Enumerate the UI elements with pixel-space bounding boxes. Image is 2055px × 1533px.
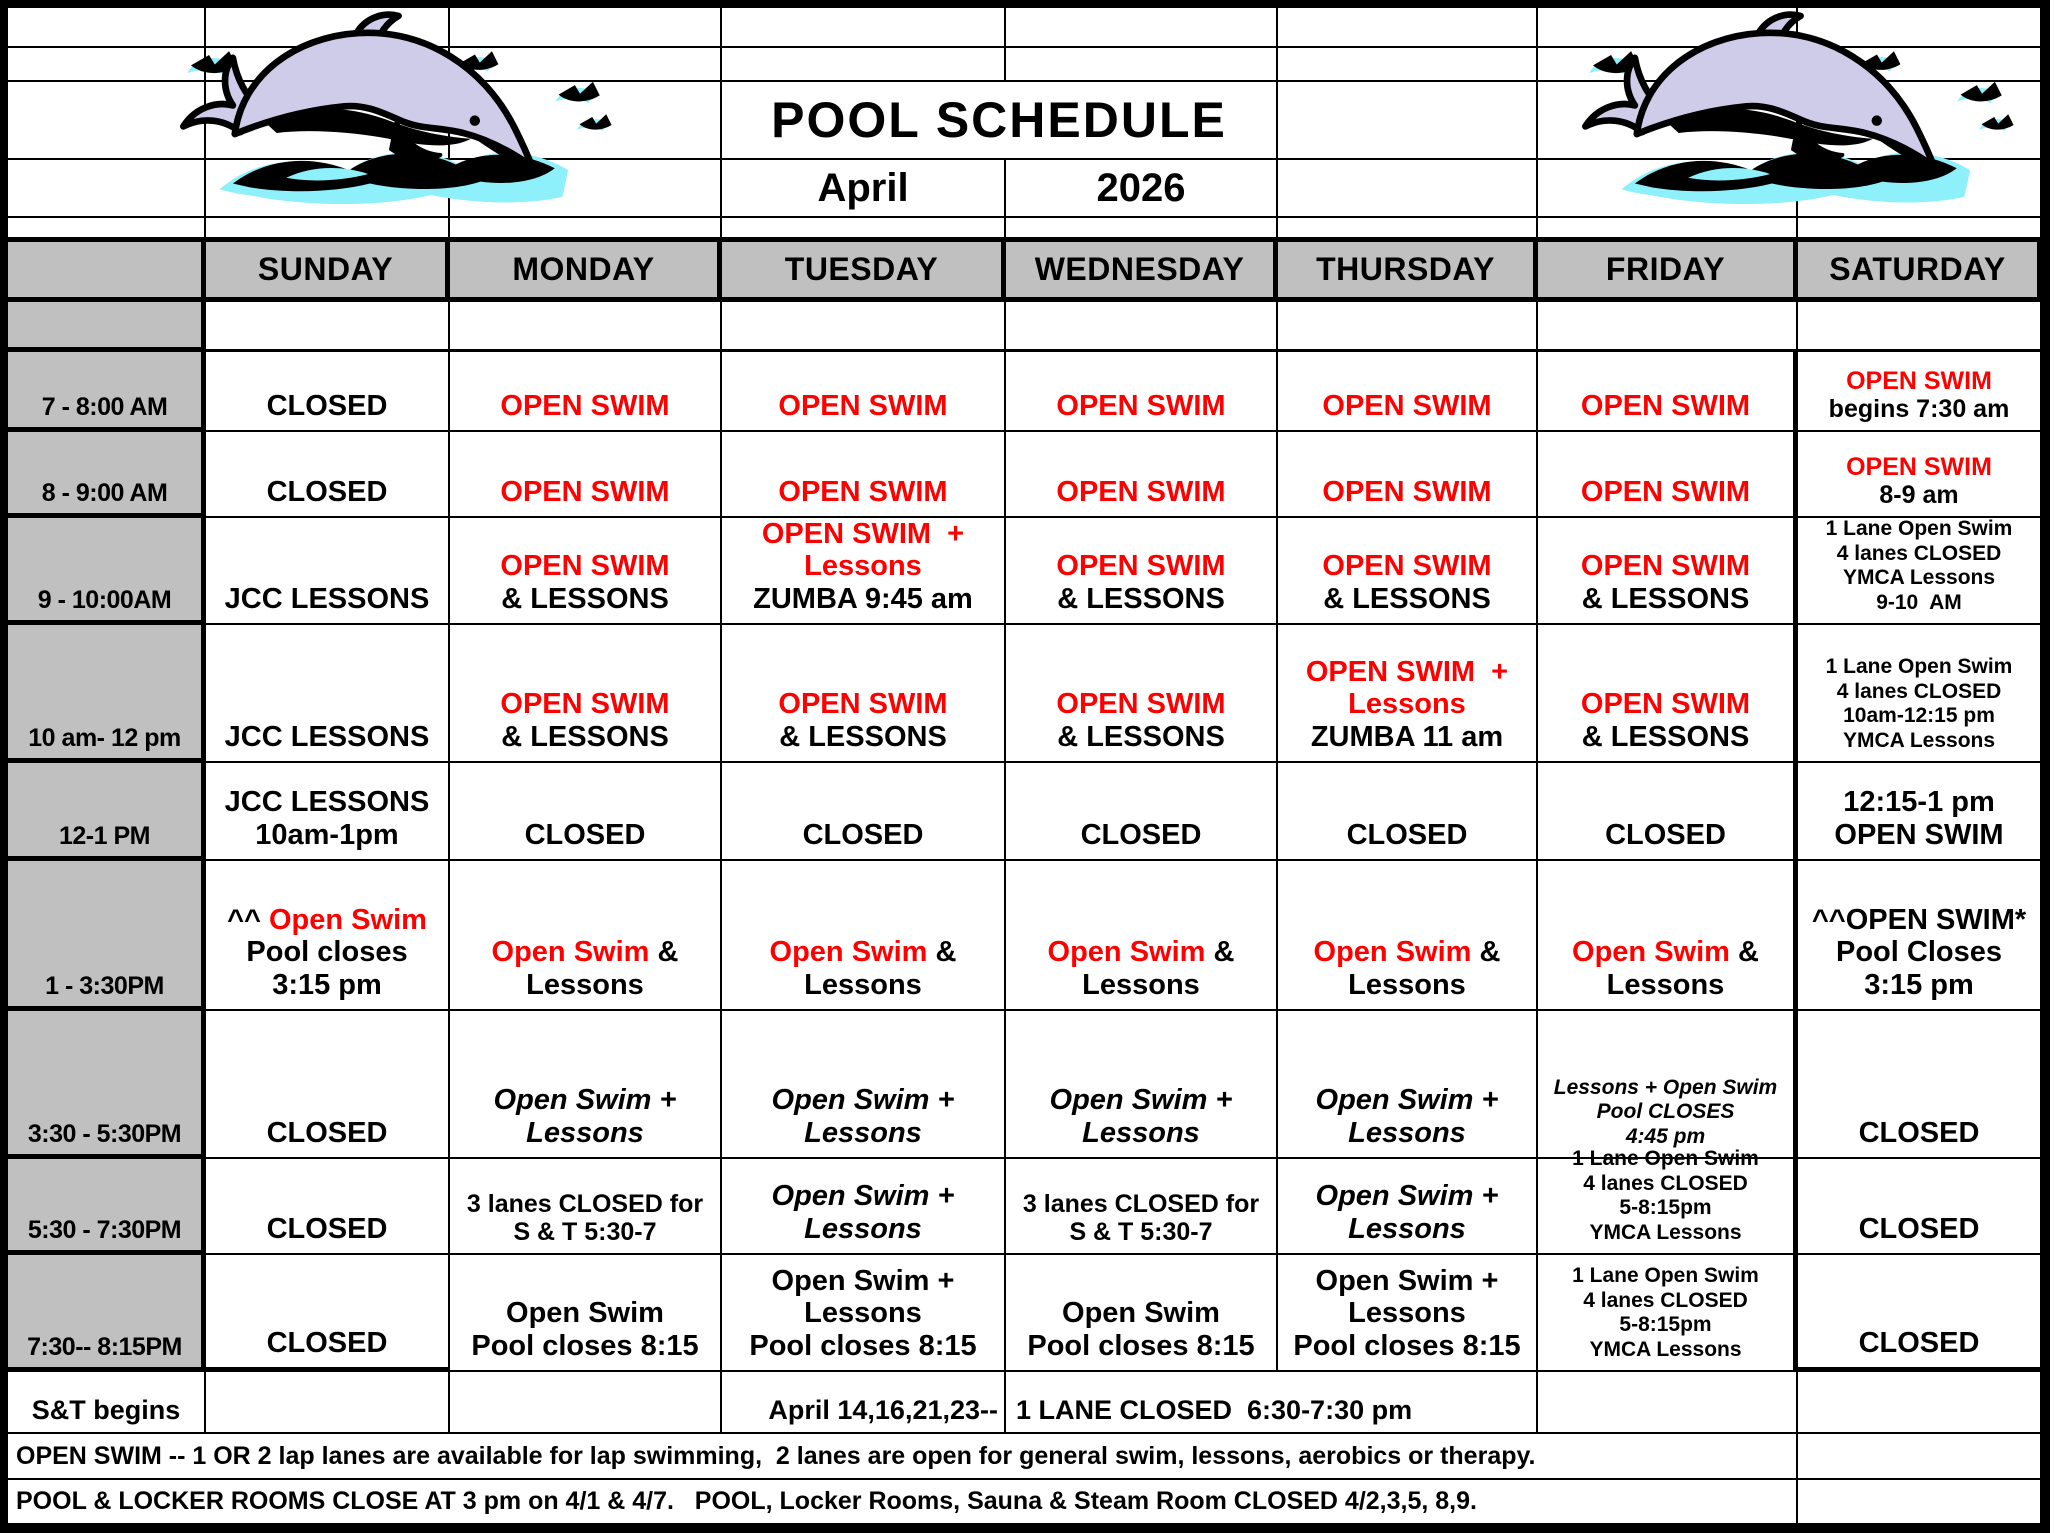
top-grid-cell: [8, 48, 206, 82]
cell-text-line: OPEN SWIM: [500, 390, 670, 423]
cell-wednesday-12-1pm: [1006, 763, 1278, 861]
cell-text-line: CLOSED: [1858, 1213, 1980, 1246]
cell-text-line: Open Swim &: [1047, 936, 1235, 969]
cell-text-line: 10am-12:15 pm: [1843, 704, 1995, 728]
top-grid-cell: [1278, 48, 1538, 82]
cell-text-line: Lessons: [1082, 1117, 1200, 1150]
cell-text-line: 12:15-1 pm: [1843, 786, 1995, 819]
cell-friday-1-330pm: [1538, 861, 1798, 1011]
cell-text-line: Lessons: [1348, 1213, 1466, 1246]
cell-text-line: YMCA Lessons: [1589, 1221, 1742, 1245]
st-tuesday-dates: April 14,16,21,23--: [722, 1372, 1006, 1434]
cell-text-line: OPEN SWIM +: [761, 517, 965, 550]
cell-thursday-8-9am: [1278, 432, 1538, 518]
top-grid-cell: [8, 82, 206, 160]
cell-text-line: Open Swim +: [771, 1180, 955, 1213]
cell-tuesday-7-8am: [722, 352, 1006, 432]
cell-monday-8-9am: [450, 432, 722, 518]
cell-text-line: YMCA Lessons: [1589, 1338, 1742, 1362]
cell-sunday-7-8am: [206, 352, 450, 432]
cell-monday-9-10am: [450, 518, 722, 625]
cell-saturday-9-10am: [1798, 518, 2042, 625]
top-grid-cell: [722, 48, 1006, 82]
cell-text-line: OPEN SWIM: [1580, 550, 1751, 583]
top-grid-cell: [1538, 48, 1798, 82]
footnote-open-swim: OPEN SWIM -- 1 OR 2 lap lanes are available for lap swimming, 2 lanes are open for general swim, lessons, aerobics or therapy.: [8, 1434, 1798, 1480]
cell-text-line: Open Swim +: [1315, 1084, 1499, 1117]
cell-text-line: Lessons: [1348, 1297, 1466, 1330]
cell-text-line: Open Swim +: [771, 1084, 955, 1117]
cell-text-line: Lessons: [804, 1117, 922, 1150]
cell-wednesday-8-9am: [1006, 432, 1278, 518]
cell-text-line: begins 7:30 am: [1828, 394, 2010, 423]
cell-thursday-530-730pm: [1278, 1159, 1538, 1255]
cell-text-line: S & T 5:30-7: [513, 1217, 657, 1246]
cell-friday-8-9am: [1538, 432, 1798, 518]
top-grid-cell: [206, 8, 450, 48]
cell-text-line: OPEN SWIM: [1056, 688, 1226, 721]
cell-text-line: 1 Lane Open Swim: [1825, 654, 2013, 678]
cell-text-line: & LESSONS: [1057, 583, 1225, 616]
cell-text-line: OPEN SWIM: [500, 550, 670, 583]
top-grid-cell: [8, 160, 206, 218]
top-grid-cell: [450, 82, 722, 160]
cell-tuesday-12-1pm: [722, 763, 1006, 861]
month-label: April: [722, 160, 1006, 218]
footer-saturday-empty-cell: [1798, 1434, 2042, 1480]
time-label-330-530pm: 3:30 - 5:30PM: [8, 1011, 206, 1159]
cell-text-line: Open Swim +: [493, 1084, 677, 1117]
cell-text-line: OPEN SWIM: [1322, 390, 1492, 423]
cell-text-line: JCC LESSONS: [224, 786, 430, 819]
cell-friday-9-10am: [1538, 518, 1798, 625]
cell-text-line: CLOSED: [266, 390, 388, 423]
cell-text-line: ZUMBA 9:45 am: [753, 583, 973, 616]
top-grid-cell: [8, 8, 206, 48]
time-label-10am-12pm: 10 am- 12 pm: [8, 625, 206, 763]
cell-text-line: Lessons: [1348, 688, 1466, 721]
time-label-9-10am: 9 - 10:00AM: [8, 518, 206, 625]
cell-text-line: JCC LESSONS: [224, 721, 430, 754]
time-label-1-330pm: 1 - 3:30PM: [8, 861, 206, 1011]
cell-text-line: OPEN SWIM +: [1305, 655, 1509, 688]
cell-text-line: 3 lanes CLOSED for: [1022, 1189, 1260, 1218]
cell-text-line: S & T 5:30-7: [1069, 1217, 1213, 1246]
cell-text-line: Pool closes 8:15: [471, 1330, 699, 1363]
cell-thursday-9-10am: [1278, 518, 1538, 625]
top-grid-cell: [206, 48, 450, 82]
cell-text-line: ZUMBA 11 am: [1310, 721, 1504, 754]
cell-text-line: 8-9 am: [1879, 480, 1959, 509]
footnote-pool-closures: POOL & LOCKER ROOMS CLOSE AT 3 pm on 4/1 & 4/7. POOL, Locker Rooms, Sauna & Steam Room CLOSED 4/2,3,5, 8,9.: [8, 1480, 1798, 1525]
cell-monday-530-730pm: [450, 1159, 722, 1255]
top-grid-cell: [450, 8, 722, 48]
cell-monday-12-1pm: [450, 763, 722, 861]
cell-wednesday-1-330pm: [1006, 861, 1278, 1011]
cell-saturday-730-815pm: [1798, 1255, 2042, 1372]
schedule-grid: [8, 8, 2042, 1525]
cell-friday-12-1pm: [1538, 763, 1798, 861]
cell-text-line: 4 lanes CLOSED: [1583, 1288, 1748, 1312]
cell-text-line: OPEN SWIM: [1580, 476, 1751, 509]
top-grid-cell: [1006, 218, 1278, 242]
cell-tuesday-530-730pm: [722, 1159, 1006, 1255]
cell-saturday-8-9am: [1798, 432, 2042, 518]
cell-text-line: 1 Lane Open Swim: [1572, 1146, 1759, 1170]
cell-text-line: & LESSONS: [1057, 721, 1225, 754]
cell-wednesday-330-530pm: [1006, 1011, 1278, 1159]
cell-wednesday-9-10am: [1006, 518, 1278, 625]
cell-sunday-530-730pm: [206, 1159, 450, 1255]
cell-text-line: CLOSED: [266, 1117, 388, 1150]
cell-text-line: 5-8:15pm: [1619, 1196, 1712, 1220]
cell-text-line: OPEN SWIM: [1322, 550, 1492, 583]
cell-text-line: 1 Lane Open Swim: [1825, 516, 2013, 540]
cell-text-line: OPEN SWIM: [778, 476, 948, 509]
cell-text-line: 4 lanes CLOSED: [1583, 1171, 1748, 1195]
cell-text-line: OPEN SWIM: [1056, 550, 1226, 583]
top-grid-cell: [1006, 8, 1278, 48]
cell-text-line: 4 lanes CLOSED: [1836, 541, 2002, 565]
year-label: 2026: [1006, 160, 1278, 218]
day-header-friday: FRIDAY: [1538, 242, 1798, 302]
cell-text-line: Open Swim &: [1313, 936, 1501, 969]
day-header-tuesday: TUESDAY: [722, 242, 1006, 302]
cell-text-line: OPEN SWIM: [1846, 452, 1992, 481]
cell-text-line: ^^ Open Swim: [227, 903, 427, 936]
cell-monday-7-8am: [450, 352, 722, 432]
cell-text-line: YMCA Lessons: [1842, 566, 1996, 590]
cell-text-line: Open Swim: [1062, 1297, 1220, 1330]
cell-text-line: & LESSONS: [1581, 583, 1750, 616]
cell-text-line: Open Swim +: [1049, 1084, 1233, 1117]
top-grid-cell: [206, 160, 450, 218]
cell-tuesday-10am-12pm: [722, 625, 1006, 763]
cell-tuesday-1-330pm: [722, 861, 1006, 1011]
top-grid-cell: [1798, 82, 2042, 160]
cell-sunday-9-10am: [206, 518, 450, 625]
cell-text-line: Pool closes 8:15: [749, 1330, 977, 1363]
day-header-saturday: SATURDAY: [1798, 242, 2042, 302]
cell-tuesday-730-815pm: [722, 1255, 1006, 1372]
cell-thursday-330-530pm: [1278, 1011, 1538, 1159]
cell-text-line: & LESSONS: [779, 721, 947, 754]
cell-friday-530-730pm: [1538, 1146, 1798, 1255]
cell-sunday-12-1pm: [206, 763, 450, 861]
cell-wednesday-10am-12pm: [1006, 625, 1278, 763]
cell-tuesday-330-530pm: [722, 1011, 1006, 1159]
top-grid-cell: [1278, 82, 1538, 160]
cell-text-line: CLOSED: [1346, 819, 1468, 852]
top-grid-cell: [450, 160, 722, 218]
time-label-530-730pm: 5:30 - 7:30PM: [8, 1159, 206, 1255]
cell-text-line: OPEN SWIM: [500, 688, 670, 721]
cell-text-line: CLOSED: [266, 1327, 388, 1360]
cell-text-line: OPEN SWIM: [1834, 819, 2004, 852]
footer-saturday-empty-cell: [1798, 1480, 2042, 1525]
cell-text-line: 5-8:15pm: [1619, 1313, 1712, 1337]
cell-friday-730-815pm: [1538, 1255, 1798, 1372]
top-grid-cell: [1538, 82, 1798, 160]
cell-text-line: Open Swim &: [769, 936, 957, 969]
top-grid-cell: [1798, 48, 2042, 82]
spacer-cell-saturday: [1798, 302, 2042, 352]
spacer-cell-thursday: [1278, 302, 1538, 352]
cell-tuesday-9-10am: [722, 518, 1006, 625]
cell-text-line: & LESSONS: [501, 721, 669, 754]
cell-text-line: 9-10 AM: [1876, 591, 1962, 615]
cell-wednesday-530-730pm: [1006, 1159, 1278, 1255]
cell-text-line: Pool closes 8:15: [1293, 1330, 1521, 1363]
cell-monday-1-330pm: [450, 861, 722, 1011]
top-grid-cell: [1278, 218, 1538, 242]
cell-friday-330-530pm: [1538, 1011, 1798, 1159]
cell-text-line: 3:15 pm: [272, 969, 382, 1002]
cell-text-line: 3:15 pm: [1864, 969, 1974, 1002]
spacer-cell-tuesday: [722, 302, 1006, 352]
time-label-12-1pm: 12-1 PM: [8, 763, 206, 861]
day-header-monday: MONDAY: [450, 242, 722, 302]
cell-sunday-1-330pm: [206, 861, 450, 1011]
cell-text-line: CLOSED: [1858, 1327, 1980, 1360]
cell-saturday-10am-12pm: [1798, 625, 2042, 763]
time-column-spacer-cell: [8, 302, 206, 352]
st-row-empty-cell: [1798, 1372, 2042, 1434]
day-header-wednesday: WEDNESDAY: [1006, 242, 1278, 302]
cell-text-line: 4:45 pm: [1625, 1125, 1706, 1149]
cell-text-line: OPEN SWIM: [1580, 390, 1751, 423]
cell-text-line: Lessons: [1082, 969, 1200, 1002]
cell-text-line: OPEN SWIM: [1056, 476, 1226, 509]
cell-text-line: Lessons: [1606, 969, 1725, 1002]
cell-sunday-8-9am: [206, 432, 450, 518]
cell-text-line: ^^OPEN SWIM*: [1811, 903, 2027, 936]
cell-text-line: 4 lanes CLOSED: [1836, 679, 2002, 703]
top-grid-cell: [1538, 218, 1798, 242]
page-title: POOL SCHEDULE: [722, 82, 1278, 160]
cell-text-line: 3 lanes CLOSED for: [466, 1189, 704, 1218]
cell-text-line: Lessons: [804, 1213, 922, 1246]
spacer-cell-wednesday: [1006, 302, 1278, 352]
cell-monday-330-530pm: [450, 1011, 722, 1159]
cell-text-line: & LESSONS: [501, 583, 669, 616]
cell-text-line: & LESSONS: [1323, 583, 1491, 616]
cell-saturday-1-330pm: [1798, 861, 2042, 1011]
cell-text-line: Lessons + Open Swim: [1553, 1075, 1778, 1099]
cell-text-line: Pool closes: [246, 936, 408, 969]
cell-thursday-730-815pm: [1278, 1255, 1538, 1372]
st-row-empty-cell: [206, 1372, 450, 1434]
cell-text-line: Open Swim &: [491, 936, 679, 969]
cell-text-line: CLOSED: [266, 476, 388, 509]
cell-text-line: Open Swim: [506, 1297, 664, 1330]
spacer-cell-monday: [450, 302, 722, 352]
cell-text-line: OPEN SWIM: [778, 390, 948, 423]
cell-text-line: OPEN SWIM: [1322, 476, 1492, 509]
cell-text-line: CLOSED: [802, 819, 924, 852]
cell-text-line: Open Swim +: [1315, 1264, 1499, 1297]
cell-text-line: 10am-1pm: [255, 819, 399, 852]
cell-text-line: OPEN SWIM: [1056, 390, 1226, 423]
top-grid-cell: [206, 218, 450, 242]
cell-text-line: Lessons: [1348, 969, 1466, 1002]
st-begins-label: S&T begins: [8, 1372, 206, 1434]
cell-sunday-730-815pm: [206, 1255, 450, 1372]
top-grid-cell: [450, 218, 722, 242]
top-grid-cell: [206, 82, 450, 160]
cell-tuesday-8-9am: [722, 432, 1006, 518]
cell-text-line: Open Swim +: [771, 1264, 955, 1297]
cell-text-line: OPEN SWIM: [1846, 366, 1992, 395]
cell-monday-10am-12pm: [450, 625, 722, 763]
cell-text-line: Lessons: [804, 1297, 922, 1330]
top-grid-cell: [1278, 8, 1538, 48]
cell-text-line: OPEN SWIM: [1580, 688, 1751, 721]
cell-text-line: Open Swim +: [1315, 1180, 1499, 1213]
cell-text-line: JCC LESSONS: [224, 583, 430, 616]
top-grid-cell: [1278, 160, 1538, 218]
cell-text-line: Open Swim &: [1572, 936, 1759, 969]
cell-text-line: CLOSED: [1605, 819, 1726, 852]
cell-text-line: CLOSED: [1080, 819, 1202, 852]
cell-saturday-12-1pm: [1798, 763, 2042, 861]
cell-text-line: & LESSONS: [1581, 721, 1750, 754]
cell-friday-10am-12pm: [1538, 625, 1798, 763]
cell-thursday-10am-12pm: [1278, 625, 1538, 763]
time-label-730-815pm: 7:30-- 8:15PM: [8, 1255, 206, 1372]
cell-text-line: Pool closes 8:15: [1027, 1330, 1255, 1363]
st-row-empty-cell: [1538, 1372, 1798, 1434]
cell-wednesday-7-8am: [1006, 352, 1278, 432]
top-grid-cell: [1006, 48, 1278, 82]
cell-text-line: Pool CLOSES: [1596, 1100, 1735, 1124]
top-grid-cell: [1538, 8, 1798, 48]
top-grid-cell: [450, 48, 722, 82]
cell-text-line: Pool Closes: [1836, 936, 2002, 969]
top-grid-cell: [722, 8, 1006, 48]
spacer-cell-friday: [1538, 302, 1798, 352]
cell-thursday-12-1pm: [1278, 763, 1538, 861]
cell-text-line: Lessons: [526, 1117, 644, 1150]
cell-sunday-330-530pm: [206, 1011, 450, 1159]
cell-text-line: CLOSED: [1858, 1117, 1980, 1150]
cell-text-line: Lessons: [1348, 1117, 1466, 1150]
cell-friday-7-8am: [1538, 352, 1798, 432]
cell-text-line: Lessons: [804, 969, 922, 1002]
cell-wednesday-730-815pm: [1006, 1255, 1278, 1372]
cell-monday-730-815pm: [450, 1255, 722, 1372]
top-grid-cell: [1798, 218, 2042, 242]
time-label-7-8am: 7 - 8:00 AM: [8, 352, 206, 432]
cell-saturday-7-8am: [1798, 352, 2042, 432]
top-grid-cell: [8, 218, 206, 242]
cell-sunday-10am-12pm: [206, 625, 450, 763]
cell-text-line: CLOSED: [266, 1213, 388, 1246]
day-header-thursday: THURSDAY: [1278, 242, 1538, 302]
st-lane-closed-note: 1 LANE CLOSED 6:30-7:30 pm: [1006, 1372, 1538, 1434]
spacer-cell-sunday: [206, 302, 450, 352]
cell-text-line: OPEN SWIM: [500, 476, 670, 509]
top-grid-cell: [722, 218, 1006, 242]
day-header-corner-cell: [8, 242, 206, 302]
cell-thursday-1-330pm: [1278, 861, 1538, 1011]
cell-text-line: CLOSED: [524, 819, 646, 852]
st-row-empty-cell: [450, 1372, 722, 1434]
cell-thursday-7-8am: [1278, 352, 1538, 432]
top-grid-cell: [1798, 160, 2042, 218]
cell-text-line: OPEN SWIM: [778, 688, 948, 721]
day-header-sunday: SUNDAY: [206, 242, 450, 302]
cell-saturday-330-530pm: [1798, 1011, 2042, 1159]
top-grid-cell: [1798, 8, 2042, 48]
cell-text-line: YMCA Lessons: [1842, 729, 1996, 753]
cell-text-line: Lessons: [526, 969, 644, 1002]
cell-saturday-530-730pm: [1798, 1159, 2042, 1255]
cell-text-line: Lessons: [804, 550, 922, 583]
top-grid-cell: [1538, 160, 1798, 218]
time-label-8-9am: 8 - 9:00 AM: [8, 432, 206, 518]
cell-text-line: 1 Lane Open Swim: [1572, 1263, 1759, 1287]
